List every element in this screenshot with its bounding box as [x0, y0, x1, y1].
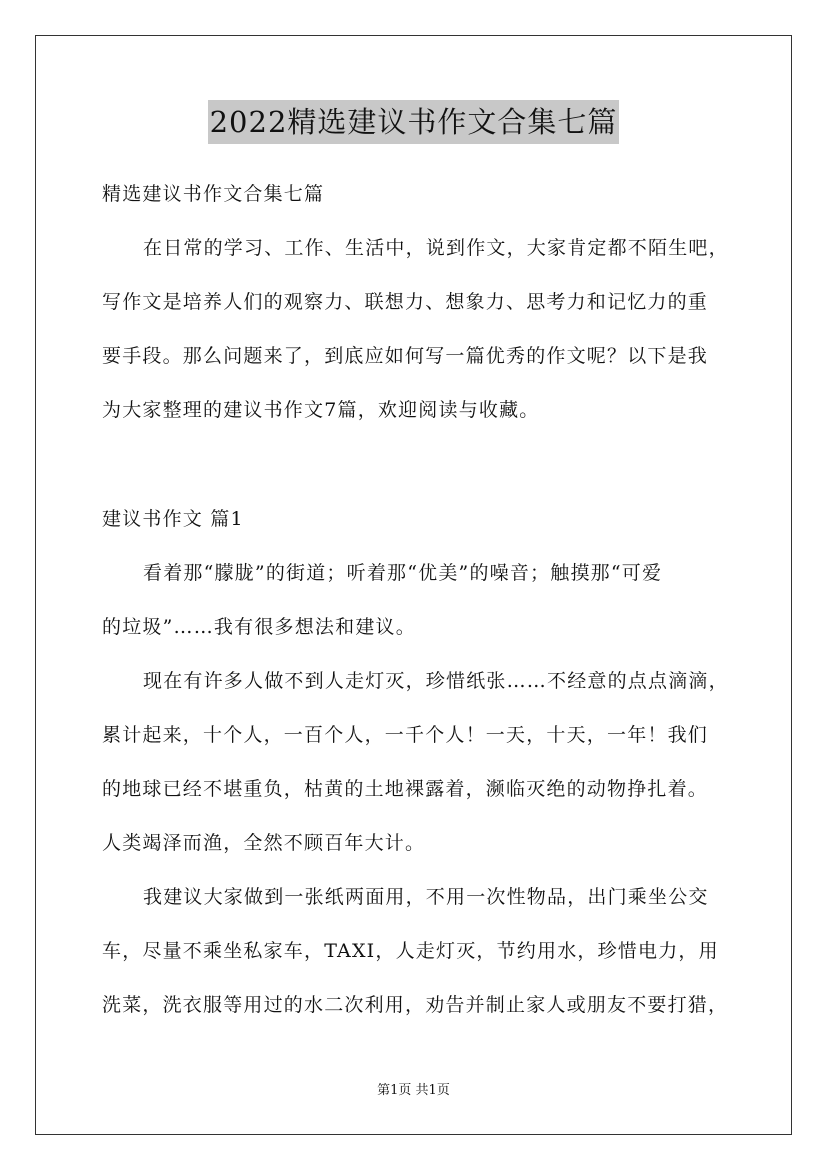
intro-line-2: 写作文是培养人们的观察力、联想力、想象力、思考力和记忆力的重	[102, 291, 709, 313]
section-line-7: 我建议大家做到一张纸两面用，不用一次性物品，出门乘坐公交	[143, 886, 709, 908]
section-line-4: 累计起来，十个人，一百个人，一千个人！一天，十天，一年！我们	[102, 724, 709, 746]
section-line-5: 的地球已经不堪重负，枯黄的土地裸露着，濒临灭绝的动物挣扎着。	[102, 778, 709, 800]
section-line-1: 看着那“朦胧”的街道；听着那“优美”的噪音；触摸那“可爱	[143, 562, 663, 584]
document-title: 2022精选建议书作文合集七篇	[208, 100, 620, 144]
section-line-3: 现在有许多人做不到人走灯灭，珍惜纸张……不经意的点点滴滴，	[143, 670, 729, 692]
intro-line-4: 为大家整理的建议书作文7篇，欢迎阅读与收藏。	[102, 399, 540, 421]
title-container	[0, 100, 827, 144]
intro-line-1: 在日常的学习、工作、生活中，说到作文，大家肯定都不陌生吧，	[143, 237, 729, 259]
section-line-9: 洗菜，洗衣服等用过的水二次利用，劝告并制止家人或朋友不要打猎，	[102, 994, 729, 1016]
document-subtitle: 精选建议书作文合集七篇	[102, 183, 325, 205]
section-heading: 建议书作文 篇1	[102, 508, 244, 530]
page-footer: 第1页 共1页	[377, 1083, 450, 1098]
section-line-2: 的垃圾”……我有很多想法和建议。	[102, 616, 416, 638]
section-line-8: 车，尽量不乘坐私家车，TAXI，人走灯灭，节约用水，珍惜电力，用	[102, 940, 719, 962]
section-line-6: 人类竭泽而渔，全然不顾百年大计。	[102, 832, 426, 854]
intro-line-3: 要手段。那么问题来了，到底应如何写一篇优秀的作文呢？以下是我	[102, 345, 709, 367]
